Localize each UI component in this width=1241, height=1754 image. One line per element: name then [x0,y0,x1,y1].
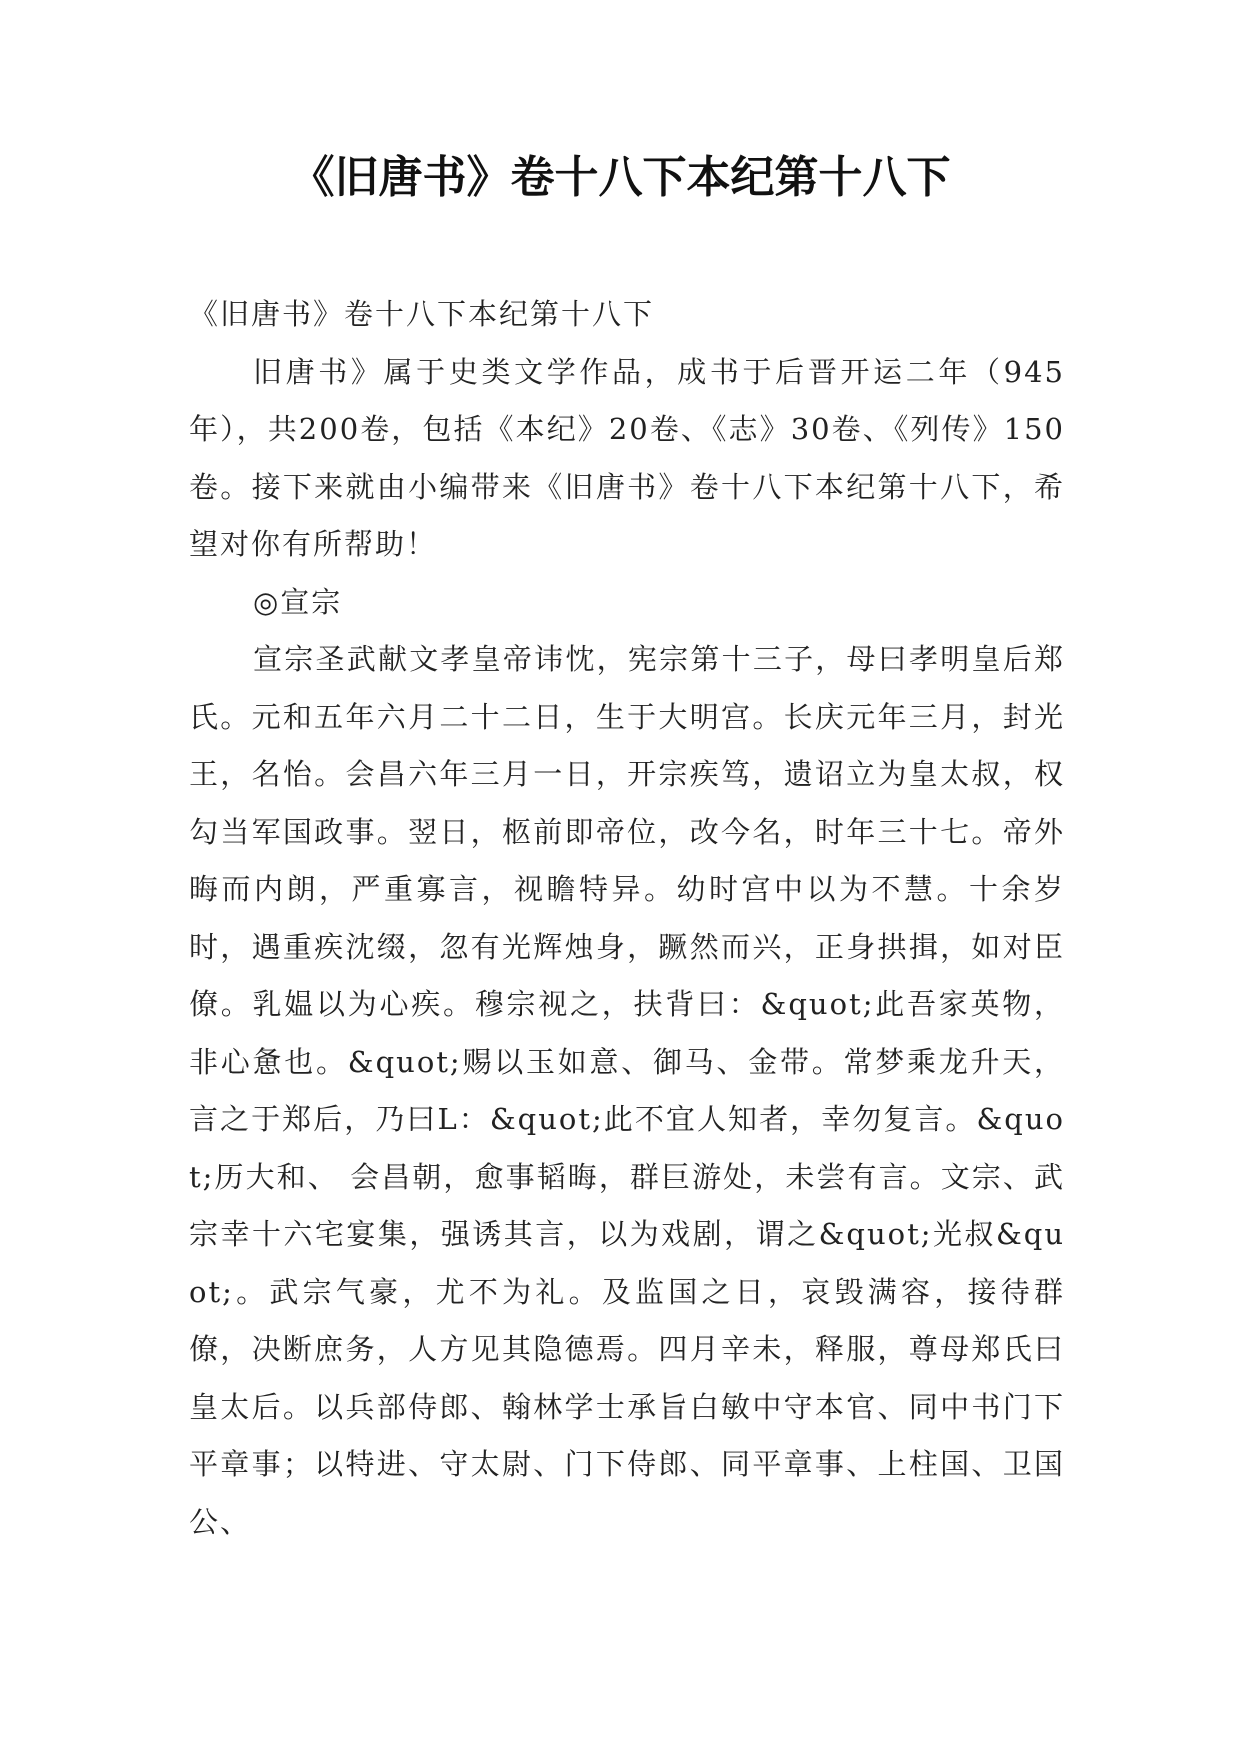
paragraph-main: 宣宗圣武献文孝皇帝讳忱，宪宗第十三子，母曰孝明皇后郑氏。元和五年六月二十二日，生于大明宫。长庆元年三月，封光王，名怡。会昌六年三月一日，开宗疾笃，遗诏立为皇太叔，权勾当军国政事。翌日，柩前即帝位，改今名，时年三十七。帝外晦而内朗，严重寡言，视瞻特异。幼时宫中以为不慧。十余岁时，遇重疾沈缀，忽有光辉烛身，蹶然而兴，正身拱揖，如对臣僚。乳媪以为心疾。穆宗视之，扶背曰：&quot;此吾家英物，非心惫也。&quot;赐以玉如意、御马、金带。常梦乘龙升天，言之于郑后，乃曰L：&quot;此不宜人知者，幸勿复言。&quot;历大和、 会昌朝，愈事韬晦，群巨游处，未尝有言。文宗、武宗幸十六宅宴集，强诱其言，以为戏剧，谓之&quot;光叔&quot;。武宗气豪，尤不为礼。及监国之日，哀毁满容，接待群僚，决断庶务，人方见其隐德焉。四月辛未，释服，尊母郑氏曰皇太后。以兵部侍郎、翰林学士承旨白敏中守本官、同中书门下平章事；以特进、守太尉、门下侍郎、同平章事、上柱国、卫国公、 [189,642,1065,1539]
document-title: 《旧唐书》卷十八下本纪第十八下 [290,152,951,203]
section-heading: ◎宣宗 [253,584,343,619]
paragraph-intro: 旧唐书》属于史类文学作品，成书于后晋开运二年（945年），共200卷，包括《本纪》20卷、《志》30卷、《列传》150卷。接下来就由小编带来《旧唐书》卷十八下本纪第十八下，希望对你有所帮助！ [189,354,1065,561]
document-body [189,286,1065,1551]
paragraph-heading: 《旧唐书》卷十八下本纪第十八下 [189,297,655,331]
